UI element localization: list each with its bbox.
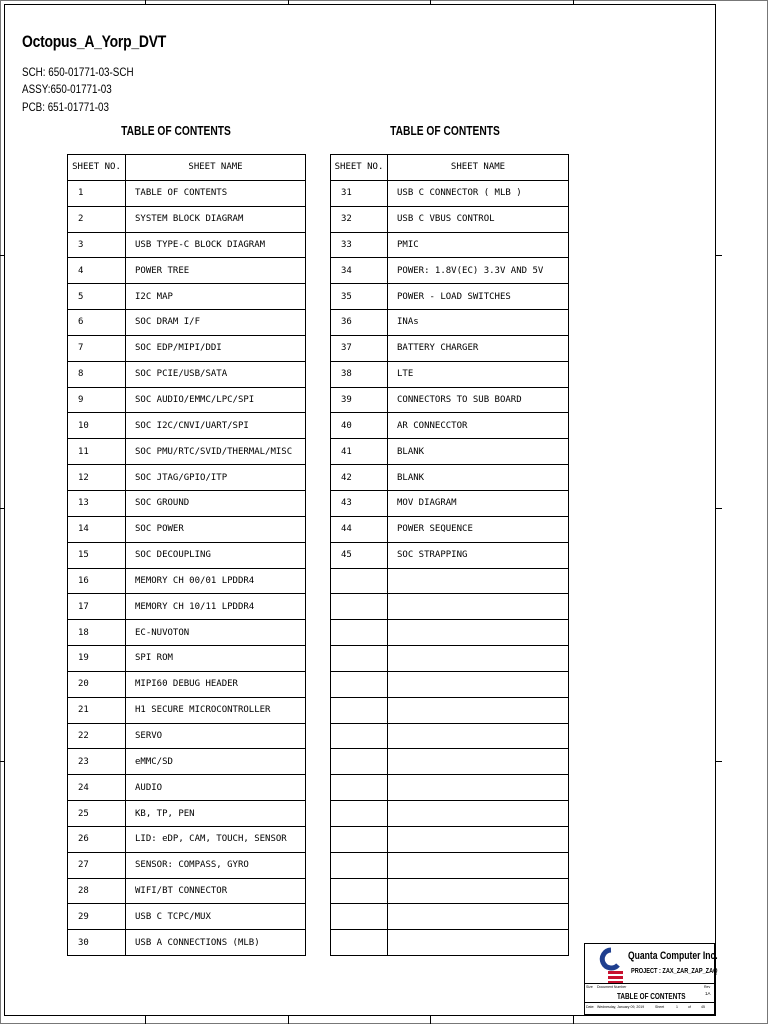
sheet-number-cell xyxy=(331,775,388,801)
sheet-number-cell: 14 xyxy=(68,516,126,542)
sheet-number-cell xyxy=(331,852,388,878)
frame-tick xyxy=(145,1016,146,1024)
toc-row xyxy=(331,775,569,801)
toc-row xyxy=(68,671,306,697)
sheet-name-cell xyxy=(388,930,569,956)
sheet-name-cell: AR CONNECCTOR xyxy=(388,413,569,439)
doc-number-label: Document Number xyxy=(597,985,627,989)
sheet-number-cell xyxy=(331,697,388,723)
sheet-number-cell: 11 xyxy=(68,439,126,465)
toc-row xyxy=(331,439,569,465)
toc-row xyxy=(331,413,569,439)
toc-row xyxy=(68,232,306,258)
sheet-name-cell xyxy=(388,568,569,594)
col-sheet-no: SHEET NO. xyxy=(68,155,126,181)
sheet-name-cell: TABLE OF CONTENTS xyxy=(126,180,306,206)
sheet-number-cell xyxy=(331,826,388,852)
sheet-number-cell: 2 xyxy=(68,206,126,232)
sheet-number-cell: 23 xyxy=(68,749,126,775)
toc-header-row xyxy=(68,155,306,181)
sheet-number-cell: 34 xyxy=(331,258,388,284)
toc-row xyxy=(331,568,569,594)
sheet-number-cell: 32 xyxy=(331,206,388,232)
sheet-name-cell xyxy=(388,671,569,697)
sheet-number-cell: 30 xyxy=(68,930,126,956)
toc-table-right xyxy=(330,154,569,956)
title-block xyxy=(584,943,718,1015)
date-value: Wednesday, January 09, 2019 xyxy=(597,1005,645,1009)
sheet-name-cell: SYSTEM BLOCK DIAGRAM xyxy=(126,206,306,232)
sheet-number-cell xyxy=(331,620,388,646)
sheet-name-cell: I2C MAP xyxy=(126,284,306,310)
toc-row xyxy=(331,335,569,361)
sheet-name-cell: SOC EDP/MIPI/DDI xyxy=(126,335,306,361)
assy-number: ASSY:650-01771-03 xyxy=(22,82,112,96)
toc-row xyxy=(331,646,569,672)
frame-tick xyxy=(288,0,289,4)
sheet-name-cell xyxy=(388,801,569,827)
sheet-total: 45 xyxy=(701,1005,705,1009)
sheet-number-cell: 3 xyxy=(68,232,126,258)
sheet-name-cell: USB C TCPC/MUX xyxy=(126,904,306,930)
sheet-name-cell: POWER - LOAD SWITCHES xyxy=(388,284,569,310)
sheet-name-cell: AUDIO xyxy=(126,775,306,801)
sheet-number-cell: 21 xyxy=(68,697,126,723)
sheet-number-cell: 31 xyxy=(331,180,388,206)
sheet-number-cell: 33 xyxy=(331,232,388,258)
toc-row xyxy=(68,542,306,568)
sheet-number-cell: 43 xyxy=(331,490,388,516)
toc-row xyxy=(68,852,306,878)
sheet-name-cell xyxy=(388,594,569,620)
frame-tick xyxy=(430,0,431,4)
document-title: TABLE OF CONTENTS xyxy=(617,992,686,1001)
frame-tick xyxy=(0,508,4,509)
sheet-number-cell: 7 xyxy=(68,335,126,361)
revision: 1A xyxy=(705,991,711,996)
sheet-number-cell: 1 xyxy=(68,180,126,206)
project-name: PROJECT : ZAX_ZAR_ZAP_ZAQ xyxy=(631,968,718,975)
sheet-name-cell: SOC JTAG/GPIO/ITP xyxy=(126,465,306,491)
sheet-number-cell: 17 xyxy=(68,594,126,620)
col-sheet-name: SHEET NAME xyxy=(126,155,306,181)
toc-row xyxy=(331,284,569,310)
of-label: of xyxy=(688,1005,691,1009)
sheet-label: Sheet xyxy=(655,1005,665,1009)
sheet-name-cell: SOC DRAM I/F xyxy=(126,310,306,336)
sheet-name-cell: PMIC xyxy=(388,232,569,258)
sheet-name-cell: WIFI/BT CONNECTOR xyxy=(126,878,306,904)
toc-row xyxy=(331,826,569,852)
toc-row xyxy=(331,516,569,542)
toc-row xyxy=(68,258,306,284)
frame-tick xyxy=(430,1016,431,1024)
toc-row xyxy=(331,490,569,516)
sheet-name-cell: CONNECTORS TO SUB BOARD xyxy=(388,387,569,413)
page-title: Octopus_A_Yorp_DVT xyxy=(22,32,167,51)
company-name: Quanta Computer Inc. xyxy=(628,950,718,962)
sheet-name-cell: BLANK xyxy=(388,439,569,465)
toc-row xyxy=(331,749,569,775)
toc-heading-left: TABLE OF CONTENTS xyxy=(121,124,231,138)
frame-tick xyxy=(716,508,722,509)
sheet-number-cell: 40 xyxy=(331,413,388,439)
toc-row xyxy=(68,516,306,542)
sheet-number-cell xyxy=(331,594,388,620)
rev-label: Rev xyxy=(704,985,711,989)
sheet-number-cell xyxy=(331,568,388,594)
toc-heading-right: TABLE OF CONTENTS xyxy=(390,124,500,138)
toc-row xyxy=(331,930,569,956)
sheet-name-cell: USB C VBUS CONTROL xyxy=(388,206,569,232)
sheet-number-cell: 42 xyxy=(331,465,388,491)
toc-row xyxy=(68,387,306,413)
frame-tick xyxy=(0,761,4,762)
sheet-name-cell: eMMC/SD xyxy=(126,749,306,775)
sheet-name-cell: SOC PCIE/USB/SATA xyxy=(126,361,306,387)
toc-row xyxy=(68,361,306,387)
sheet-number-cell: 45 xyxy=(331,542,388,568)
toc-row xyxy=(68,465,306,491)
toc-row xyxy=(68,180,306,206)
toc-row xyxy=(68,723,306,749)
toc-row xyxy=(331,904,569,930)
sheet-number-cell: 6 xyxy=(68,310,126,336)
toc-row xyxy=(331,310,569,336)
sheet-number-cell: 29 xyxy=(68,904,126,930)
sheet-number-cell: 36 xyxy=(331,310,388,336)
sheet-number-cell: 26 xyxy=(68,826,126,852)
sheet-name-cell xyxy=(388,620,569,646)
sheet-name-cell: INAs xyxy=(388,310,569,336)
toc-row xyxy=(68,439,306,465)
sheet-name-cell xyxy=(388,878,569,904)
sheet-number-cell xyxy=(331,749,388,775)
toc-row xyxy=(68,930,306,956)
toc-row xyxy=(331,594,569,620)
toc-row xyxy=(68,904,306,930)
frame-tick xyxy=(0,255,4,256)
frame-tick xyxy=(716,761,722,762)
toc-row xyxy=(331,852,569,878)
pcb-number: PCB: 651-01771-03 xyxy=(22,100,109,114)
frame-tick xyxy=(716,255,722,256)
sheet-name-cell: POWER TREE xyxy=(126,258,306,284)
toc-row xyxy=(331,465,569,491)
toc-row xyxy=(68,620,306,646)
sheet-number-cell: 22 xyxy=(68,723,126,749)
toc-row xyxy=(68,310,306,336)
sheet-name-cell xyxy=(388,723,569,749)
toc-row xyxy=(68,568,306,594)
sheet-number-cell: 24 xyxy=(68,775,126,801)
sheet-name-cell xyxy=(388,697,569,723)
sheet-number-cell: 28 xyxy=(68,878,126,904)
sheet-name-cell: SOC POWER xyxy=(126,516,306,542)
sheet-name-cell: EC-NUVOTON xyxy=(126,620,306,646)
sheet-name-cell: MEMORY CH 10/11 LPDDR4 xyxy=(126,594,306,620)
toc-row xyxy=(68,490,306,516)
sheet-number-cell xyxy=(331,646,388,672)
sheet-number-cell: 41 xyxy=(331,439,388,465)
sheet-name-cell: MOV DIAGRAM xyxy=(388,490,569,516)
sheet-number-cell: 10 xyxy=(68,413,126,439)
sheet-number-cell: 15 xyxy=(68,542,126,568)
toc-row xyxy=(68,801,306,827)
sheet-number: 1 xyxy=(676,1005,678,1009)
sheet-name-cell: LTE xyxy=(388,361,569,387)
sheet-number-cell: 16 xyxy=(68,568,126,594)
toc-row xyxy=(68,646,306,672)
sheet-name-cell xyxy=(388,775,569,801)
sheet-number-cell: 19 xyxy=(68,646,126,672)
toc-row xyxy=(331,232,569,258)
toc-table-left xyxy=(67,154,306,956)
sheet-name-cell: BATTERY CHARGER xyxy=(388,335,569,361)
sheet-name-cell: MEMORY CH 00/01 LPDDR4 xyxy=(126,568,306,594)
toc-row xyxy=(68,284,306,310)
size-label: Size xyxy=(586,985,593,989)
sheet-number-cell: 4 xyxy=(68,258,126,284)
sheet-name-cell xyxy=(388,826,569,852)
sheet-number-cell: 18 xyxy=(68,620,126,646)
toc-row xyxy=(331,878,569,904)
sheet-name-cell: MIPI60 DEBUG HEADER xyxy=(126,671,306,697)
toc-row xyxy=(68,206,306,232)
sheet-number-cell: 13 xyxy=(68,490,126,516)
sheet-number-cell xyxy=(331,723,388,749)
title-block-divider xyxy=(585,1002,714,1003)
sheet-number-cell: 5 xyxy=(68,284,126,310)
sheet-number-cell: 37 xyxy=(331,335,388,361)
frame-tick xyxy=(573,0,574,4)
sheet-name-cell: USB TYPE-C BLOCK DIAGRAM xyxy=(126,232,306,258)
sheet-number-cell: 8 xyxy=(68,361,126,387)
date-label: Date: xyxy=(586,1005,595,1009)
sheet-number-cell: 38 xyxy=(331,361,388,387)
toc-row xyxy=(331,620,569,646)
sheet-number-cell: 12 xyxy=(68,465,126,491)
sheet-name-cell: SOC PMU/RTC/SVID/THERMAL/MISC xyxy=(126,439,306,465)
sheet-name-cell: SENSOR: COMPASS, GYRO xyxy=(126,852,306,878)
quanta-logo-icon xyxy=(599,947,623,987)
toc-row xyxy=(331,723,569,749)
toc-row xyxy=(68,749,306,775)
col-sheet-name: SHEET NAME xyxy=(388,155,569,181)
sheet-number-cell: 44 xyxy=(331,516,388,542)
toc-row xyxy=(331,697,569,723)
sheet-name-cell: USB A CONNECTIONS (MLB) xyxy=(126,930,306,956)
sheet-name-cell: SOC STRAPPING xyxy=(388,542,569,568)
sheet-name-cell xyxy=(388,852,569,878)
toc-row xyxy=(68,826,306,852)
sheet-name-cell: POWER: 1.8V(EC) 3.3V AND 5V xyxy=(388,258,569,284)
toc-row xyxy=(331,801,569,827)
toc-row xyxy=(68,697,306,723)
sheet-name-cell xyxy=(388,904,569,930)
sheet-name-cell: SOC GROUND xyxy=(126,490,306,516)
sheet-number-cell: 39 xyxy=(331,387,388,413)
toc-row xyxy=(331,387,569,413)
sheet-name-cell: BLANK xyxy=(388,465,569,491)
sheet-name-cell: SERVO xyxy=(126,723,306,749)
sheet-number-cell xyxy=(331,801,388,827)
sheet-name-cell xyxy=(388,646,569,672)
sch-number: SCH: 650-01771-03-SCH xyxy=(22,65,134,79)
sheet-name-cell xyxy=(388,749,569,775)
frame-tick xyxy=(573,1016,574,1024)
sheet-number-cell: 25 xyxy=(68,801,126,827)
toc-row xyxy=(331,542,569,568)
toc-header-row xyxy=(331,155,569,181)
sheet-name-cell: POWER SEQUENCE xyxy=(388,516,569,542)
sheet-name-cell: USB C CONNECTOR ( MLB ) xyxy=(388,180,569,206)
toc-row xyxy=(331,206,569,232)
toc-row xyxy=(331,671,569,697)
sheet-number-cell: 35 xyxy=(331,284,388,310)
toc-row xyxy=(331,180,569,206)
sheet-number-cell: 27 xyxy=(68,852,126,878)
frame-tick xyxy=(145,0,146,4)
toc-row xyxy=(68,594,306,620)
frame-tick xyxy=(288,1016,289,1024)
sheet-name-cell: SPI ROM xyxy=(126,646,306,672)
toc-row xyxy=(331,361,569,387)
sheet-number-cell: 9 xyxy=(68,387,126,413)
toc-row xyxy=(68,775,306,801)
sheet-name-cell: SOC I2C/CNVI/UART/SPI xyxy=(126,413,306,439)
sheet-name-cell: SOC AUDIO/EMMC/LPC/SPI xyxy=(126,387,306,413)
toc-row xyxy=(331,258,569,284)
toc-row xyxy=(68,335,306,361)
title-block-divider xyxy=(585,983,714,984)
sheet-name-cell: LID: eDP, CAM, TOUCH, SENSOR xyxy=(126,826,306,852)
sheet-name-cell: H1 SECURE MICROCONTROLLER xyxy=(126,697,306,723)
toc-row xyxy=(68,878,306,904)
sheet-name-cell: KB, TP, PEN xyxy=(126,801,306,827)
sheet-name-cell: SOC DECOUPLING xyxy=(126,542,306,568)
sheet-number-cell xyxy=(331,904,388,930)
sheet-number-cell xyxy=(331,930,388,956)
col-sheet-no: SHEET NO. xyxy=(331,155,388,181)
sheet-number-cell: 20 xyxy=(68,671,126,697)
sheet-number-cell xyxy=(331,878,388,904)
toc-row xyxy=(68,413,306,439)
sheet-number-cell xyxy=(331,671,388,697)
